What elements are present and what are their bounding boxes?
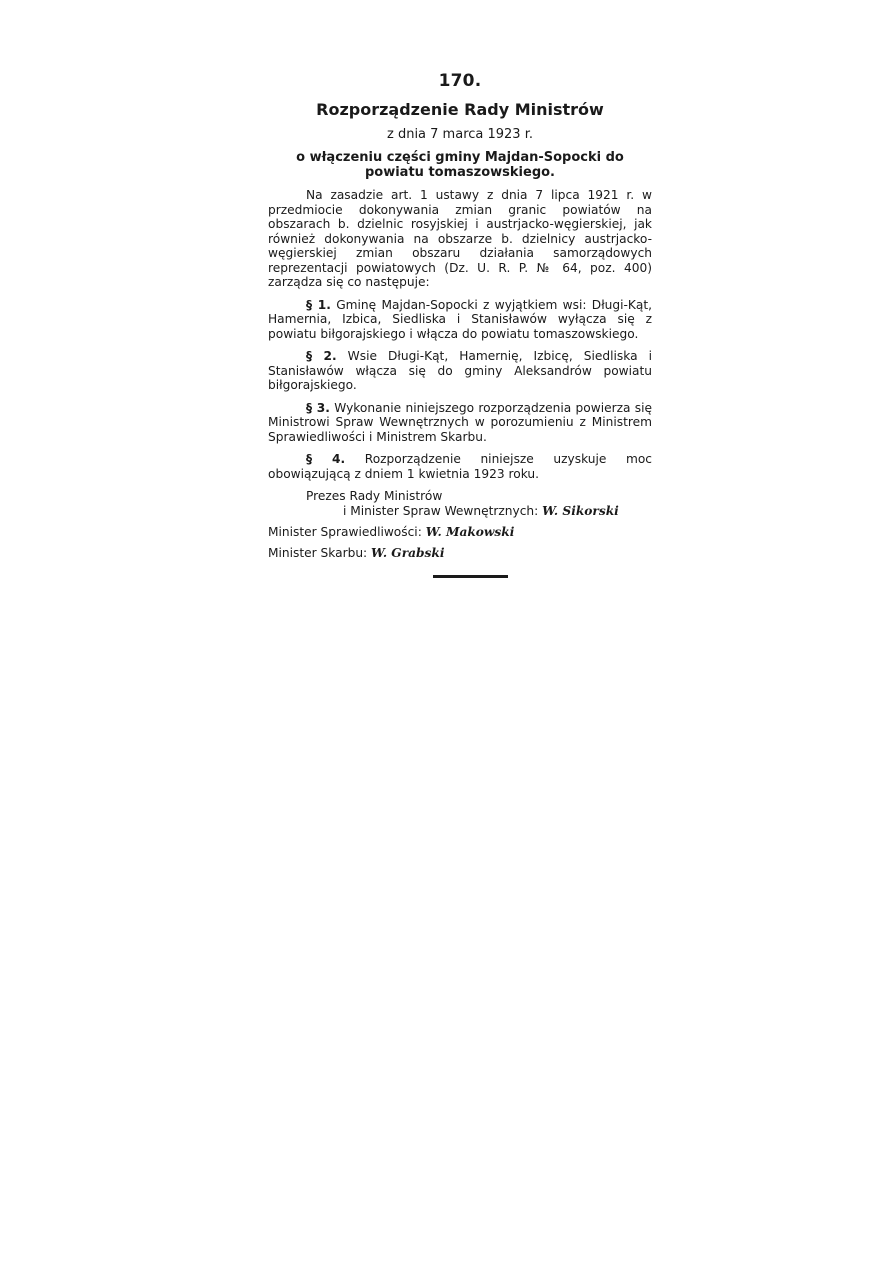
signature-name: W. Makowski [425, 525, 515, 539]
signature-role: i Minister Spraw Wewnętrznych: [343, 504, 539, 518]
signature-role: Minister Skarbu: [268, 546, 368, 560]
document-date: z dnia 7 marca 1923 r. [387, 127, 533, 142]
section-text: Gminę Majdan-Sopocki z wyjątkiem wsi: Długi-Kąt, Hamernia, Izbica, Siedliska i Stanisławów wyłącza się z powiatu biłgorajskiego i włącza do powiatu tomaszowskiego. [268, 297, 653, 341]
signature-name: W. Sikorski [542, 504, 619, 518]
document-number: 170. [438, 71, 482, 91]
section-mark: § 2. [306, 349, 337, 363]
section-2 [268, 349, 652, 393]
section-mark: § 4. [306, 452, 346, 466]
section-mark: § 3. [306, 400, 330, 415]
signatures [268, 489, 652, 561]
section-text: Wykonanie niniejszego rozporządzenia powierza się Ministrowi Spraw Wewnętrznych w porozumieniu z Ministrem Sprawiedliwości i Ministrem Skarbu. [268, 400, 653, 444]
section-mark: § 1. [306, 297, 331, 312]
closing-divider [433, 575, 508, 578]
section-text: Rozporządzenie niniejsze uzyskuje moc obowiązującą z dniem 1 kwietnia 1923 roku. [268, 452, 653, 481]
document-title: Rozporządzenie Rady Ministrów [316, 100, 604, 119]
signature-justice-minister [268, 525, 652, 540]
signature-role: Minister Sprawiedliwości: [268, 525, 422, 539]
section-1 [268, 298, 652, 342]
document-subject: o włączeniu części gminy Majdan-Sopocki do powiatu tomaszowskiego. [296, 150, 624, 180]
preamble: Na zasadzie art. 1 ustawy z dnia 7 lipca 1921 r. w przedmiocie dokonywania zmian granic powiatów na obszarach b. dzielnic rosyjskiej i austrjacko-węgierskiej, jak również dokonywania na obszarze b. dzielnicy austrjacko-węgierskiej zmian obszaru działania samorządowych reprezentacji powiatowych (Dz. U. R. P. № 64, poz. 400) zarządza się co następuje: [268, 188, 652, 289]
signature-treasury-minister [268, 546, 652, 561]
section-4 [268, 452, 652, 481]
section-text: Wsie Długi-Kąt, Hamernię, Izbicę, Siedliska i Stanisławów włącza się do gminy Aleksandrów powiatu biłgorajskiego. [268, 349, 653, 392]
section-3 [268, 401, 652, 445]
signature-prime-minister [268, 504, 652, 519]
document-page [268, 70, 652, 578]
signature-name: W. Grabski [371, 546, 445, 560]
signature-prime-minister-title: Prezes Rady Ministrów [306, 489, 443, 503]
